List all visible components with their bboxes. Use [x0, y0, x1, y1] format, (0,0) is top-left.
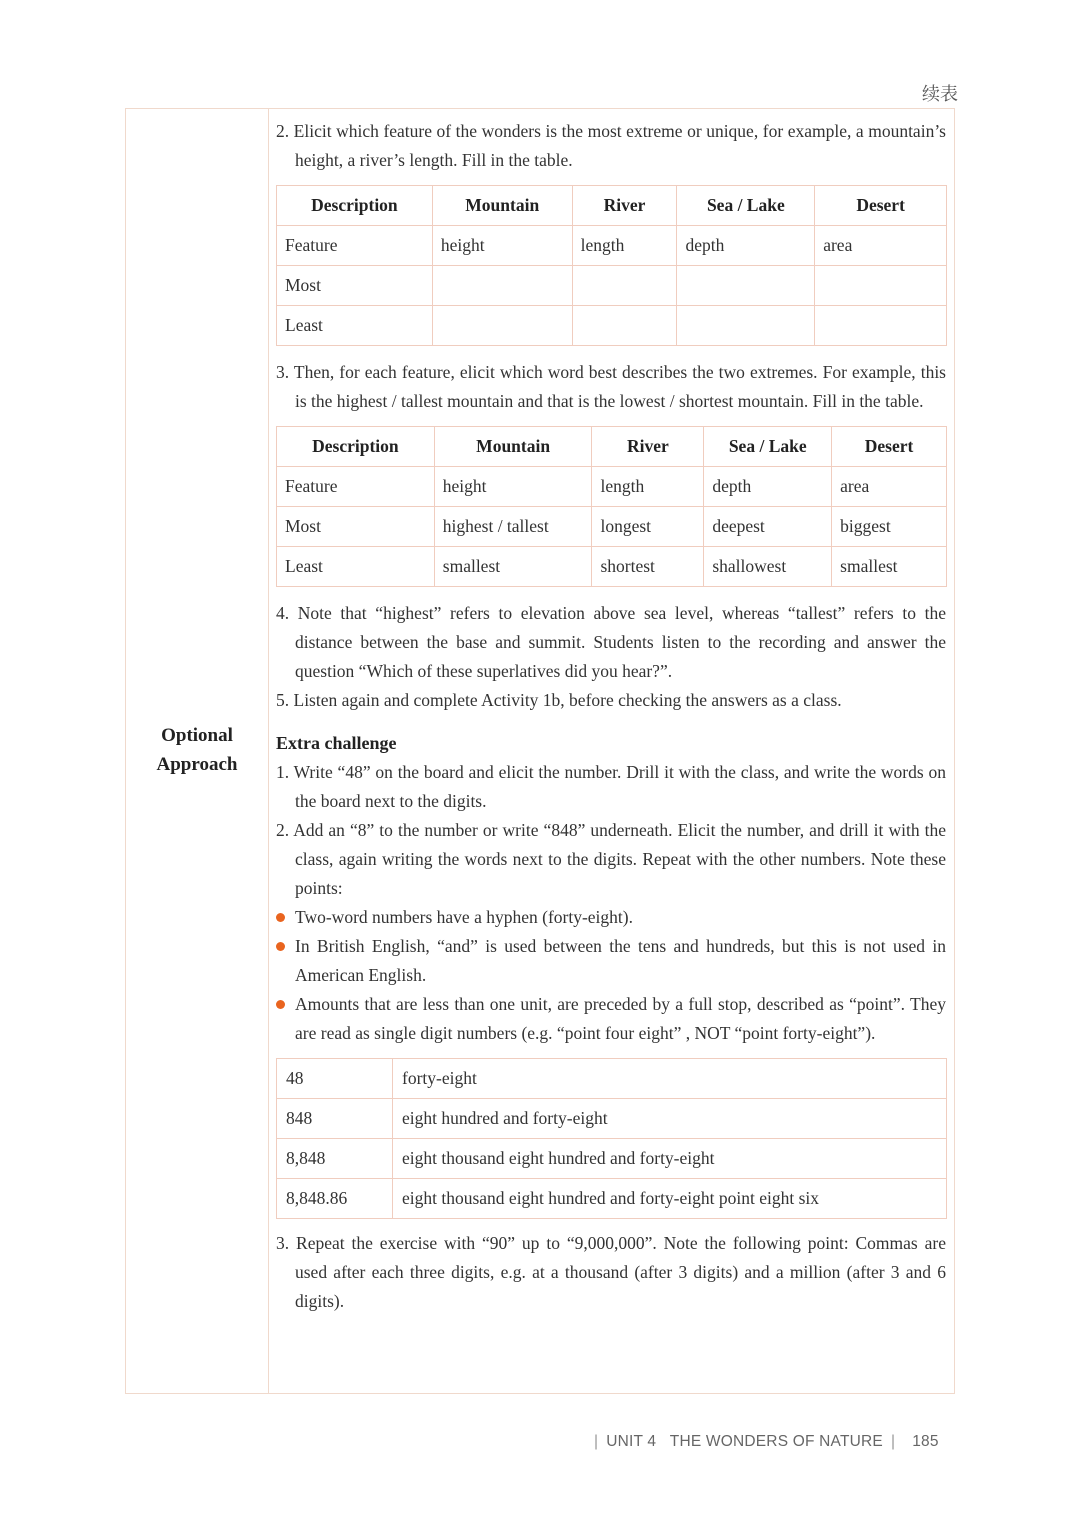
page-number: 185 [912, 1433, 939, 1450]
table-cell [432, 266, 572, 306]
table-cell: area [832, 467, 947, 507]
extra-challenge-heading: Extra challenge [276, 733, 397, 753]
table-cell [815, 306, 947, 346]
number-digits: 848 [277, 1099, 393, 1139]
footer-divider: | [594, 1433, 599, 1450]
table-cell: Feature [277, 226, 433, 266]
table-header-cell: Sea / Lake [704, 427, 832, 467]
bullet-text: Amounts that are less than one unit, are preceded by a full stop, described as “point”. They are read as single digit numbers (e.g. “point four eight” , NOT “point forty-eight”). [295, 994, 946, 1043]
number-words: eight thousand eight hundred and forty-eight point eight six [393, 1179, 947, 1219]
table-cell [677, 266, 815, 306]
bullet-dot-icon [276, 942, 285, 951]
table-row [277, 547, 947, 587]
table-row [277, 306, 947, 346]
number-words: eight hundred and forty-eight [393, 1099, 947, 1139]
bullet-item [276, 932, 946, 990]
number-digits: 48 [277, 1059, 393, 1099]
table-cell: height [432, 226, 572, 266]
table-cell: Most [277, 266, 433, 306]
content-column [276, 117, 946, 1316]
number-words: forty-eight [393, 1059, 947, 1099]
table-cell: area [815, 226, 947, 266]
page-footer [586, 1433, 939, 1451]
table-cell: Least [277, 306, 433, 346]
table-header-cell: Description [277, 186, 433, 226]
table-cell: depth [704, 467, 832, 507]
step-2: 2. Elicit which feature of the wonders is the most extreme or unique, for example, a mountain’s height, a river’s length. Fill in the table. [276, 121, 946, 170]
footer-unit: UNIT 4 [606, 1433, 657, 1450]
section-label-line1: Optional [161, 725, 233, 746]
table-header-cell: Sea / Lake [677, 186, 815, 226]
table-row [277, 1179, 947, 1219]
table-cell: deepest [704, 507, 832, 547]
extra-step-2: 2. Add an “8” to the number or write “848” underneath. Elicit the number, and drill it with the class, again writing the words next to the digits. Repeat with the other numbers. Note these points: [276, 820, 946, 898]
table-cell: smallest [832, 547, 947, 587]
table-header-cell: River [592, 427, 704, 467]
table-cell: Least [277, 547, 435, 587]
extra-step-3: 3. Repeat the exercise with “90” up to “9,000,000”. Note the following point: Commas are used after each three digits, e.g. at a thousand (after 3 digits) and a million (after 3 and 6 digits). [276, 1233, 946, 1311]
number-digits: 8,848 [277, 1139, 393, 1179]
table-cell: biggest [832, 507, 947, 547]
table-header-cell: Description [277, 427, 435, 467]
table-cell: Most [277, 507, 435, 547]
table-row [277, 1139, 947, 1179]
bullet-item [276, 903, 946, 932]
step-3: 3. Then, for each feature, elicit which word best describes the two extremes. For example, this is the highest / tallest mountain and that is the lowest / shortest mountain. Fill in the table. [276, 362, 946, 411]
number-words: eight thousand eight hundred and forty-eight [393, 1139, 947, 1179]
table-cell: length [572, 226, 677, 266]
table-row [277, 467, 947, 507]
table-header-row [277, 186, 947, 226]
section-label-line2: Approach [156, 754, 238, 775]
bullet-text: In British English, “and” is used between the tens and hundreds, but this is not used in American English. [295, 936, 946, 985]
table-cell: highest / tallest [434, 507, 592, 547]
table-row [277, 266, 947, 306]
footer-divider: | [890, 1433, 896, 1450]
table-header-row [277, 427, 947, 467]
step-4: 4. Note that “highest” refers to elevation above sea level, whereas “tallest” refers to the distance between the base and summit. Students listen to the recording and answer the question “Which of these superlatives did you hear?”. [276, 603, 946, 681]
table-header-cell: River [572, 186, 677, 226]
section-label [126, 721, 268, 779]
lesson-frame [125, 108, 955, 1394]
table-cell: Feature [277, 467, 435, 507]
table-header-cell: Mountain [432, 186, 572, 226]
table-cell [572, 306, 677, 346]
extra-step-1: 1. Write “48” on the board and elicit the number. Drill it with the class, and write the words on the board next to the digits. [276, 762, 946, 811]
table-row [277, 1059, 947, 1099]
table-row [277, 226, 947, 266]
table-cell [815, 266, 947, 306]
table-cell [432, 306, 572, 346]
bullet-dot-icon [276, 1000, 285, 1009]
features-table [276, 185, 947, 346]
table-row [277, 1099, 947, 1139]
numbers-table [276, 1058, 947, 1219]
table-header-cell: Desert [815, 186, 947, 226]
bullet-dot-icon [276, 913, 285, 922]
footer-title: THE WONDERS OF NATURE [669, 1433, 883, 1450]
table-header-cell: Desert [832, 427, 947, 467]
table-cell: shallowest [704, 547, 832, 587]
table-cell: longest [592, 507, 704, 547]
table-cell: shortest [592, 547, 704, 587]
table-row [277, 507, 947, 547]
table-cell: depth [677, 226, 815, 266]
bullet-item [276, 990, 946, 1048]
number-digits: 8,848.86 [277, 1179, 393, 1219]
superlatives-table [276, 426, 947, 587]
table-header-cell: Mountain [434, 427, 592, 467]
table-cell: smallest [434, 547, 592, 587]
continued-label: 续表 [922, 84, 958, 105]
table-cell: height [434, 467, 592, 507]
table-cell [572, 266, 677, 306]
table-cell: length [592, 467, 704, 507]
table-cell [677, 306, 815, 346]
left-column [126, 109, 269, 1393]
step-5: 5. Listen again and complete Activity 1b, before checking the answers as a class. [276, 690, 842, 710]
bullet-text: Two-word numbers have a hyphen (forty-eight). [295, 907, 633, 927]
